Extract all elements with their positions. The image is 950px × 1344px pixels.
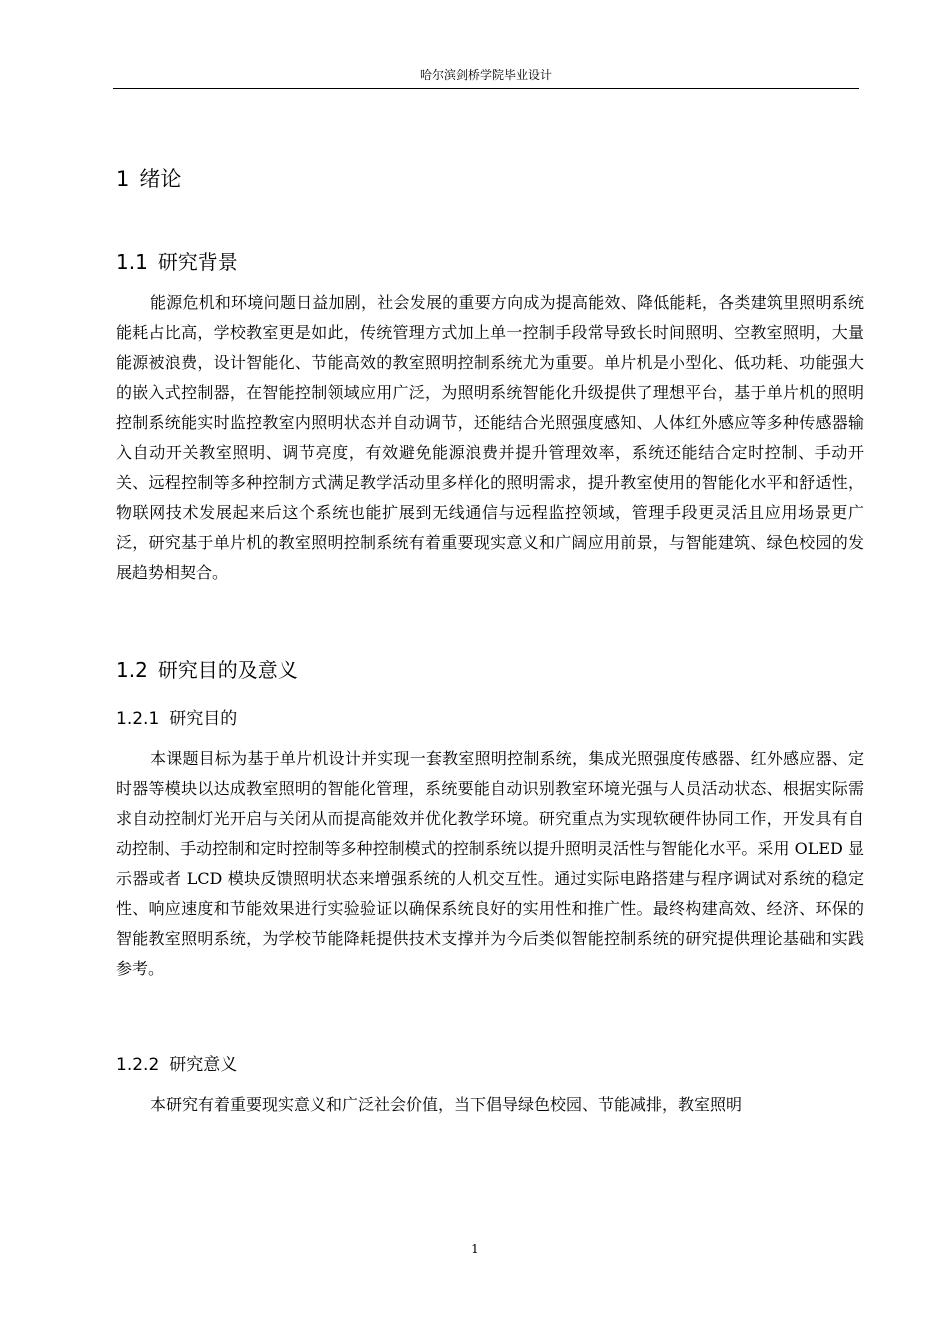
subsection-title: 研究意义 bbox=[169, 1055, 238, 1075]
subsection-heading-1-2-2 bbox=[116, 1052, 237, 1078]
section-heading-1-2 bbox=[116, 656, 298, 684]
paragraph-significance: 本研究有着重要现实意义和广泛社会价值，当下倡导绿色校园、节能减排，教室照明 bbox=[150, 1095, 743, 1114]
header-title: 哈尔滨剑桥学院毕业设计 bbox=[419, 68, 552, 82]
chapter-heading bbox=[116, 164, 181, 194]
paragraph-purpose: 本课题目标为基于单片机设计并实现一套教室照明控制系统，集成光照强度传感器、红外感应器、定时器等模块以达成教室照明的智能化管理，系统要能自动识别教室环境光强与人员活动状态、根据实际需求自动控制灯光开启与关闭从而提高能效并优化教学环境。研究重点为实现软硬件协同工作，开发具有自动控制、手动控制和定时控制等多种控制模式的控制系统以提升照明灵活性与智能化水平。采用 OLED 显示器或者 LCD 模块反馈照明状态来增强系统的人机交互性。通过实际电路搭建与程序调试对系统的稳定性、响应速度和节能效果进行实验验证以确保系统良好的实用性和推广性。最终构建高效、经济、环保的智能教室照明系统，为学校节能降耗提供技术支撑并为今后类似智能控制系统的研究提供理论基础和实践参考。 bbox=[116, 749, 864, 978]
section-title: 研究背景 bbox=[157, 250, 238, 274]
section-number: 1.2 bbox=[116, 658, 148, 682]
section-number: 1.1 bbox=[116, 250, 148, 274]
subsection-heading-1-2-1 bbox=[116, 706, 237, 732]
subsection-number: 1.2.2 bbox=[116, 1055, 160, 1075]
section-title: 研究目的及意义 bbox=[157, 658, 298, 682]
subsection-title: 研究目的 bbox=[169, 709, 238, 729]
paragraph-background: 能源危机和环境问题日益加剧，社会发展的重要方向成为提高能效、降低能耗，各类建筑里照明系统能耗占比高，学校教室更是如此，传统管理方式加上单一控制手段常导致长时间照明、空教室照明，大量能源被浪费，设计智能化、节能高效的教室照明控制系统尤为重要。单片机是小型化、低功耗、功能强大的嵌入式控制器，在智能控制领域应用广泛，为照明系统智能化升级提供了理想平台，基于单片机的照明控制系统能实时监控教室内照明状态并自动调节，还能结合光照强度感知、人体红外感应等多种传感器输入自动开关教室照明、调节亮度，有效避免能源浪费并提升管理效率，系统还能结合定时控制、手动开关、远程控制等多种控制方式满足教学活动里多样化的照明需求，提升教室使用的智能化水平和舒适性，物联网技术发展起来后这个系统也能扩展到无线通信与远程监控领域，管理手段更灵活且应用场景更广泛，研究基于单片机的教室照明控制系统有着重要现实意义和广阔应用前景，与智能建筑、绿色校园的发展趋势相契合。 bbox=[116, 293, 864, 582]
section-heading-1-1 bbox=[116, 248, 238, 276]
page-header bbox=[113, 62, 859, 89]
chapter-title: 绪论 bbox=[139, 167, 182, 191]
chapter-number: 1 bbox=[116, 167, 130, 191]
page-number: 1 bbox=[471, 1242, 479, 1256]
subsection-number: 1.2.1 bbox=[116, 709, 160, 729]
